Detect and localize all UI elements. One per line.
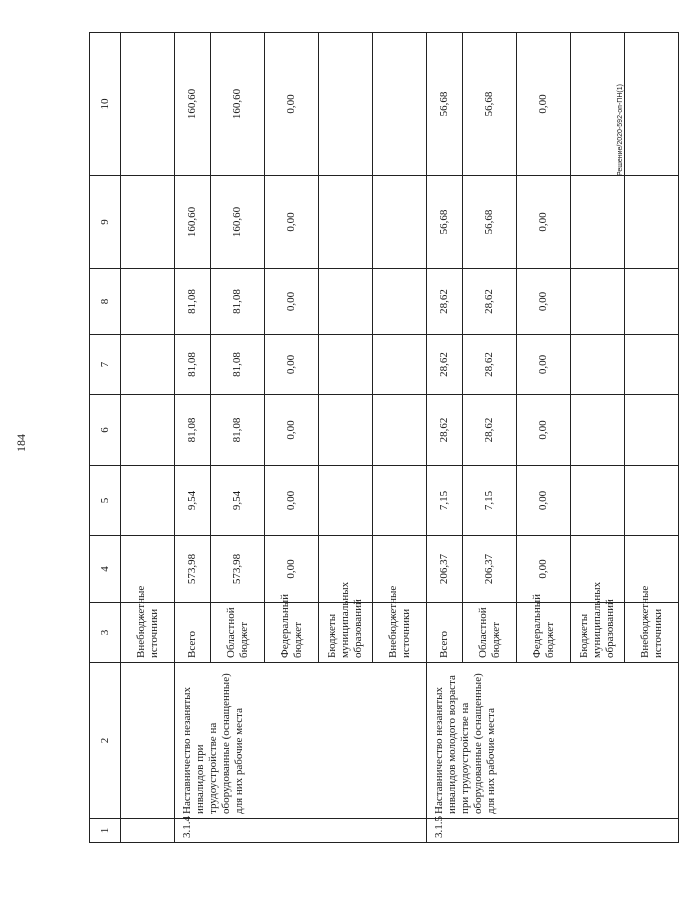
source-cell: Внебюджетные источники	[121, 603, 175, 663]
blank-cell	[121, 536, 175, 603]
value-cell-10	[571, 33, 625, 176]
source-cell: Всего	[427, 603, 463, 663]
value-cell-6: 28,62	[463, 395, 517, 466]
value-cell-8: 28,62	[463, 269, 517, 335]
value-cell-8: 28,62	[427, 269, 463, 335]
value-cell-5	[571, 466, 625, 536]
value-cell-5	[625, 466, 679, 536]
value-cell-8: 0,00	[265, 269, 319, 335]
value-cell-5: 0,00	[517, 466, 571, 536]
value-cell-9	[319, 176, 373, 269]
header-cell: 8	[90, 269, 121, 335]
value-cell-4: 573,98	[175, 536, 211, 603]
value-cell-7: 81,08	[175, 335, 211, 395]
source-cell: Областной бюджет	[463, 603, 517, 663]
value-cell-4: 0,00	[265, 536, 319, 603]
value-cell-10: 56,68	[463, 33, 517, 176]
value-cell-9: 160,60	[211, 176, 265, 269]
value-cell-9	[373, 176, 427, 269]
blank-cell	[121, 819, 175, 843]
value-cell-9	[625, 176, 679, 269]
value-cell-10	[319, 33, 373, 176]
value-cell-6	[373, 395, 427, 466]
table-header-row	[90, 33, 121, 843]
value-cell-9: 0,00	[265, 176, 319, 269]
header-cell: 6	[90, 395, 121, 466]
value-cell-10	[625, 33, 679, 176]
header-cell: 9	[90, 176, 121, 269]
value-cell-9: 56,68	[427, 176, 463, 269]
table-row	[175, 33, 211, 843]
description-cell: Наставничество незанятых инвалидов при трудоустройстве на оборудованные (оснащенные) для них рабочие места	[175, 663, 427, 819]
value-cell-4: 206,37	[463, 536, 517, 603]
value-cell-8	[625, 269, 679, 335]
source-cell: Внебюджетные источники	[625, 603, 679, 663]
value-cell-4: 573,98	[211, 536, 265, 603]
value-cell-8	[319, 269, 373, 335]
value-cell-8	[373, 269, 427, 335]
source-cell: Федеральный бюджет	[265, 603, 319, 663]
value-cell-10: 0,00	[517, 33, 571, 176]
value-cell-10: 160,60	[211, 33, 265, 176]
page-number: 184	[14, 434, 28, 452]
table-row	[427, 33, 463, 843]
value-cell-5: 7,15	[463, 466, 517, 536]
source-cell: Областной бюджет	[211, 603, 265, 663]
source-cell: Бюджеты муниципальных образований	[319, 603, 373, 663]
value-cell-4: 0,00	[517, 536, 571, 603]
value-cell-6	[571, 395, 625, 466]
header-cell: 1	[90, 819, 121, 843]
value-cell-6: 28,62	[427, 395, 463, 466]
value-cell-5: 9,54	[175, 466, 211, 536]
value-cell-8: 81,08	[211, 269, 265, 335]
description-cell: Наставничество незанятых инвалидов молодого возраста при трудоустройстве на оборудованные (оснащенные) для них рабочие места	[427, 663, 679, 819]
value-cell-5: 0,00	[265, 466, 319, 536]
blank-cell	[121, 335, 175, 395]
value-cell-8: 0,00	[517, 269, 571, 335]
blank-cell	[121, 176, 175, 269]
header-cell: 5	[90, 466, 121, 536]
header-cell: 2	[90, 663, 121, 819]
blank-cell	[121, 269, 175, 335]
value-cell-5	[373, 466, 427, 536]
value-cell-7: 81,08	[211, 335, 265, 395]
row-number-cell: 3.1.5	[427, 819, 679, 843]
value-cell-6	[319, 395, 373, 466]
value-cell-4: 206,37	[427, 536, 463, 603]
blank-cell	[121, 466, 175, 536]
value-cell-9	[571, 176, 625, 269]
value-cell-5: 7,15	[427, 466, 463, 536]
value-cell-8	[571, 269, 625, 335]
blank-cell	[121, 395, 175, 466]
header-cell: 10	[90, 33, 121, 176]
value-cell-10: 56,68	[427, 33, 463, 176]
table-row	[121, 33, 175, 843]
row-number-cell: 3.1.4	[175, 819, 427, 843]
value-cell-10	[373, 33, 427, 176]
source-cell: Внебюджетные источники	[373, 603, 427, 663]
blank-cell	[121, 663, 175, 819]
budget-table	[89, 32, 679, 843]
value-cell-10: 160,60	[175, 33, 211, 176]
value-cell-6: 0,00	[517, 395, 571, 466]
value-cell-5: 9,54	[211, 466, 265, 536]
value-cell-7	[571, 335, 625, 395]
value-cell-6: 0,00	[265, 395, 319, 466]
source-cell: Всего	[175, 603, 211, 663]
value-cell-6: 81,08	[175, 395, 211, 466]
value-cell-4	[373, 536, 427, 603]
source-cell: Бюджеты муниципальных образований	[571, 603, 625, 663]
value-cell-5	[319, 466, 373, 536]
value-cell-7	[319, 335, 373, 395]
value-cell-8: 81,08	[175, 269, 211, 335]
value-cell-7	[373, 335, 427, 395]
blank-cell	[121, 33, 175, 176]
value-cell-6: 81,08	[211, 395, 265, 466]
source-cell: Федеральный бюджет	[517, 603, 571, 663]
value-cell-9: 56,68	[463, 176, 517, 269]
header-cell: 3	[90, 603, 121, 663]
value-cell-10: 0,00	[265, 33, 319, 176]
value-cell-6	[625, 395, 679, 466]
value-cell-7	[625, 335, 679, 395]
document-id: Решение/2020-592-оп-ПН(1)	[617, 84, 624, 176]
value-cell-7: 0,00	[517, 335, 571, 395]
value-cell-9: 160,60	[175, 176, 211, 269]
header-cell: 7	[90, 335, 121, 395]
value-cell-7: 28,62	[427, 335, 463, 395]
value-cell-9: 0,00	[517, 176, 571, 269]
header-cell: 4	[90, 536, 121, 603]
value-cell-4	[625, 536, 679, 603]
value-cell-7: 0,00	[265, 335, 319, 395]
value-cell-7: 28,62	[463, 335, 517, 395]
